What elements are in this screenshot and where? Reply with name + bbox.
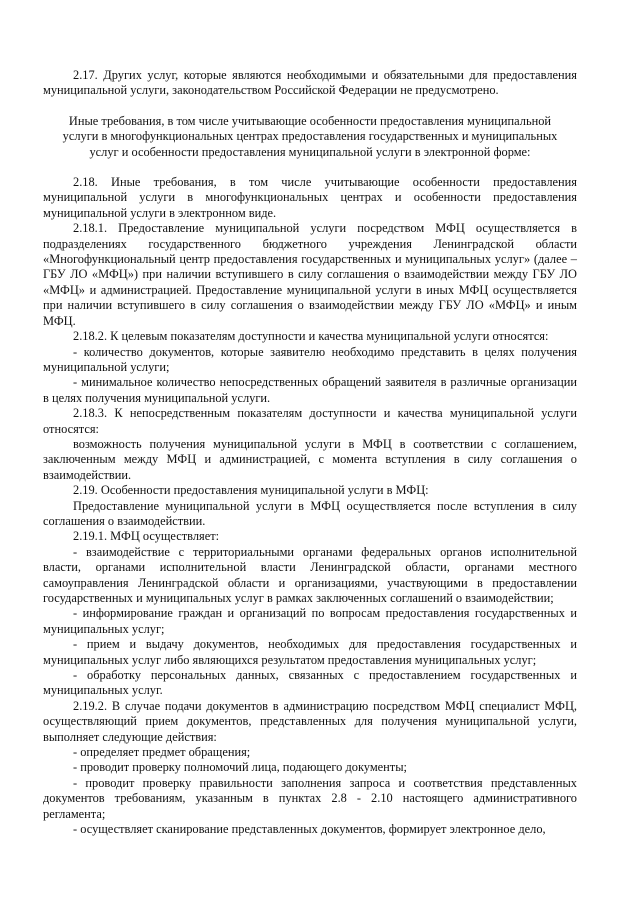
paragraph: Предоставление муниципальной услуги в МФЦ осуществляется после вступления в силу соглашения о взаимодействии. — [43, 498, 577, 528]
list-item: - прием и выдачу документов, необходимых для предоставления государственных и муниципальных услуг либо являющихся результатом предоставления муниципальных услуг; — [43, 637, 577, 667]
list-item: - информирование граждан и организаций по вопросам предоставления государственных и муниципальных услуг; — [43, 606, 577, 636]
paragraph: 2.19. Особенности предоставления муниципальной услуги в МФЦ: — [73, 483, 429, 498]
heading-line: услуг и особенности предоставления муниципальной услуги в электронной форме: — [89, 144, 531, 159]
spacer — [43, 160, 577, 175]
paragraph: 2.18. Иные требования, в том числе учитывающие особенности предоставления муниципальной услуги в многофункциональных центрах и особенности предоставления муниципальной услуги в электронном виде. — [43, 175, 577, 220]
heading-line: Иные требования, в том числе учитывающие особенности предоставления муниципальной — [68, 113, 552, 128]
list-item: - определяет предмет обращения; — [73, 745, 251, 760]
paragraph: 2.19.1. МФЦ осуществляет: — [73, 529, 220, 544]
list-item: - обработку персональных данных, связанных с предоставлением государственных и муниципальных услуг. — [43, 668, 577, 698]
paragraph: 2.18.2. К целевым показателям доступности и качества муниципальной услуги относятся: — [73, 329, 549, 344]
list-item: - проводит проверку правильности заполнения запроса и соответствия представленных документов требованиям, указанным в пунктах 2.8 - 2.10 настоящего административного регламента; — [43, 775, 577, 821]
heading-line: услуги в многофункциональных центрах предоставления государственных и муниципальных — [62, 129, 558, 144]
section-heading — [43, 114, 577, 160]
paragraph: 2.19.2. В случае подачи документов в администрацию посредством МФЦ специалист МФЦ, осуществляющий прием документов, представленных для получения муниципальной услуги, выполняет следующие действия: — [43, 698, 577, 744]
paragraph: 2.18.3. К непосредственным показателям доступности и качества муниципальной услуги относятся: — [43, 406, 577, 436]
list-item: - проводит проверку полномочий лица, подающего документы; — [73, 760, 407, 775]
spacer — [43, 99, 577, 114]
list-item: - осуществляет сканирование представленных документов, формирует электронное дело, — [73, 822, 546, 837]
list-item: - количество документов, которые заявителю необходимо представить в целях получения муниципальной услуги; — [43, 344, 577, 374]
section-2-17: 2.17. Других услуг, которые являются необходимыми и обязательными для предоставления муниципальной услуги, законодательством Российской Федерации не предусмотрено. — [43, 68, 577, 98]
paragraph: возможность получения муниципальной услуги в МФЦ в соответствии с соглашением, заключенным между МФЦ и администрацией, с момента вступления в силу соглашения о взаимодействии. — [43, 436, 577, 482]
paragraph: 2.18.1. Предоставление муниципальной услуги посредством МФЦ осуществляется в подразделениях государственного бюджетного учреждения Ленинградской области «Многофункциональный центр предоставления государственных и муниципальных услуг» (далее – ГБУ ЛО «МФЦ») при наличии вступившего в силу соглашения о взаимодействии между ГБУ ЛО «МФЦ» и администрацией. Предоставление муниципальной услуги в иных МФЦ осуществляется при наличии вступившего в силу соглашения о взаимодействии между ГБУ ЛО «МФЦ» и иным МФЦ. — [43, 221, 577, 328]
document-page — [43, 68, 577, 838]
list-item: - минимальное количество непосредственных обращений заявителя в различные организации в целях получения муниципальной услуги. — [43, 375, 577, 405]
list-item: - взаимодействие с территориальными органами федеральных органов исполнительной власти, органами исполнительной власти Ленинградской области, органами местного самоуправления Ленинградской области и организациями, участвующими в предоставлении государственных и муниципальных услуг в рамках заключенных соглашений о взаимодействии; — [43, 544, 577, 605]
